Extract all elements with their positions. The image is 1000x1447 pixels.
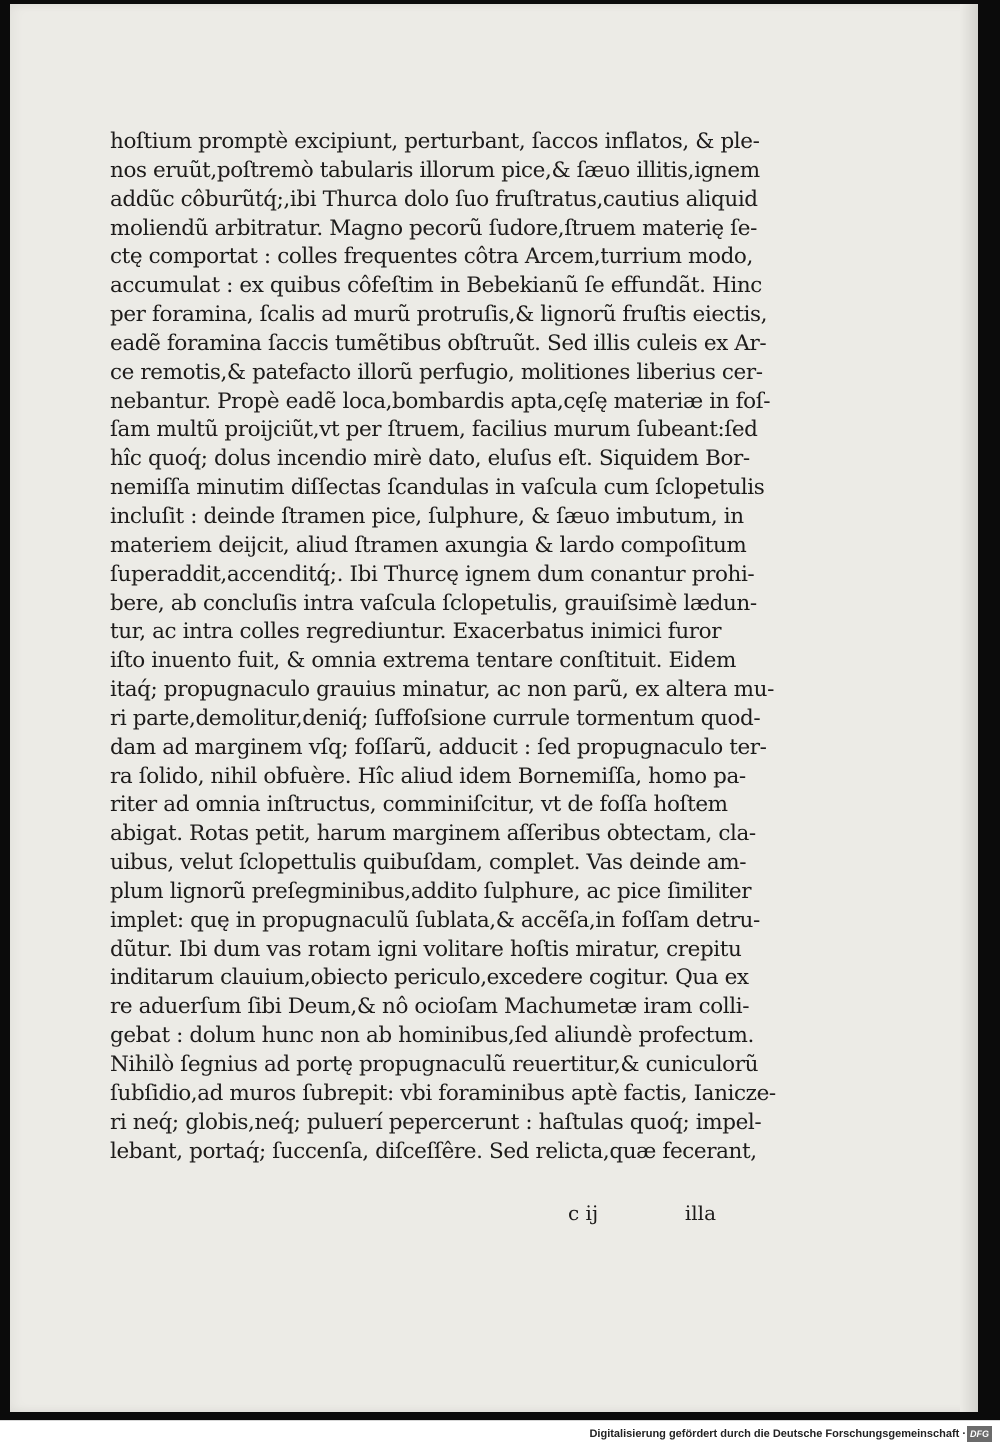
text-line: plum lignorũ preſegminibus,addito ſulphure, ac pice ſimiliter <box>110 878 752 904</box>
text-line: iſto inuento fuit, & omnia extrema tentare conſtituit. Eidem <box>110 648 736 674</box>
body-text <box>110 128 776 1166</box>
text-line: accumulat : ex quibus côfeſtim in Bebekianũ ſe effundãt. Hinc <box>110 273 762 299</box>
text-line: riter ad omnia inſtructus, comminiſcitur, vt de foſſa hoſtem <box>110 792 728 818</box>
text-line: hoſtium promptè excipiunt, perturbant, ſaccos inflatos, & ple- <box>110 129 760 154</box>
text-line: implet: quę in propugnaculũ ſublata,& accẽſa,in foſſam detru- <box>110 907 760 933</box>
text-line: nemiſſa minutim diſſectas ſcandulas in vaſcula cum ſclopetulis <box>110 475 765 501</box>
catchword: illa <box>684 1201 716 1225</box>
text-line: abigat. Rotas petit, harum marginem aſſeribus obtectam, cla- <box>110 821 756 847</box>
text-line: ce remotis,& patefacto illorũ perfugio, molitiones liberius cer- <box>110 359 763 385</box>
funding-credit: Digitalisierung gefördert durch die Deutsche Forschungsgemeinschaft · <box>589 1428 966 1440</box>
text-line: ſuperaddit,accenditq́;. Ibi Thurcę ignem dum conantur prohi- <box>110 561 755 587</box>
signature-mark: c ij <box>568 1201 599 1225</box>
text-line: bere, ab concluſis intra vaſcula ſclopetulis, grauiſsimè lædun- <box>110 590 757 616</box>
text-line: per foramina, ſcalis ad murũ protruſis,& lignorũ fruſtis eiectis, <box>110 302 768 328</box>
book-page <box>10 4 978 1412</box>
text-line: re aduerſum ſibi Deum,& nô ocioſam Machumetæ iram colli- <box>110 994 750 1020</box>
text-line: materiem deijcit, aliud ſtramen axungia & lardo compoſitum <box>110 532 747 558</box>
text-line: lebant, portaq́; ſuccenſa, diſceſſêre. Sed relicta,quæ fecerant, <box>110 1138 757 1164</box>
text-line: ſubſidio,ad muros ſubrepit: vbi foraminibus aptè factis, Ianicze- <box>110 1080 776 1106</box>
text-line: ri neq́; globis,neq́; puluerí pepercerunt : haſtulas quoq́; impel- <box>110 1109 762 1135</box>
text-line: eadẽ foramina ſaccis tumẽtibus obſtruũt. Sed illis culeis ex Ar- <box>110 330 767 356</box>
text-line: moliendũ arbitratur. Magno pecorũ ſudore,ſtruem materię ſe- <box>110 215 757 241</box>
text-line: ctę comportat : colles frequentes côtra Arcem,turrium modo, <box>110 244 753 270</box>
text-line: incluſit : deinde ſtramen pice, ſulphure, & ſæuo imbutum, in <box>110 503 744 529</box>
text-line: dam ad marginem vſq; foſſarũ, adducit : ſed propugnaculo ter- <box>110 734 767 760</box>
text-line: tur, ac intra colles regrediuntur. Exacerbatus inimici furor <box>110 619 722 645</box>
text-line: ſam multũ proijciũt,vt per ſtruem, facilius murum ſubeant:ſed <box>110 417 758 443</box>
page-foot-line <box>110 1198 716 1228</box>
footer-bar <box>0 1420 1000 1447</box>
text-line: gebat : dolum hunc non ab hominibus,ſed aliundè profectum. <box>110 1023 754 1049</box>
text-line: Nihilò ſegnius ad portę propugnaculũ reuertitur,& cuniculorũ <box>110 1052 759 1077</box>
text-line: nos eruũt,poſtremò tabularis illorum pice,& ſæuo illitis,ignem <box>110 157 760 183</box>
text-line: uibus, velut ſclopettulis quibuſdam, complet. Vas deinde am- <box>110 850 747 876</box>
text-line: hîc quoq́; dolus incendio mirè dato, eluſus eſt. Siquidem Bor- <box>110 446 750 472</box>
text-line: inditarum clauium,obiecto periculo,excedere cogitur. Qua ex <box>110 965 749 991</box>
text-line: ra ſolido, nihil obfuère. Hîc aliud idem Bornemiſſa, homo pa- <box>110 763 746 789</box>
text-line: itaq́; propugnaculo grauius minatur, ac non parũ, ex altera mu- <box>110 677 774 703</box>
page-edge-shadow <box>960 4 978 1412</box>
text-line: dũtur. Ibi dum vas rotam igni volitare hoſtis miratur, crepitu <box>110 936 742 962</box>
text-line: addũc côburũtq́;,ibi Thurca dolo ſuo fruſtratus,cautius aliquid <box>110 186 758 212</box>
dfg-logo-icon: DFG <box>967 1426 992 1442</box>
text-line: ri parte,demolitur,deniq́; ſuffoſsione currule tormentum quod- <box>110 705 761 731</box>
text-line: nebantur. Propè eadẽ loca,bombardis apta,cęſę materiæ in foſ- <box>110 388 771 414</box>
